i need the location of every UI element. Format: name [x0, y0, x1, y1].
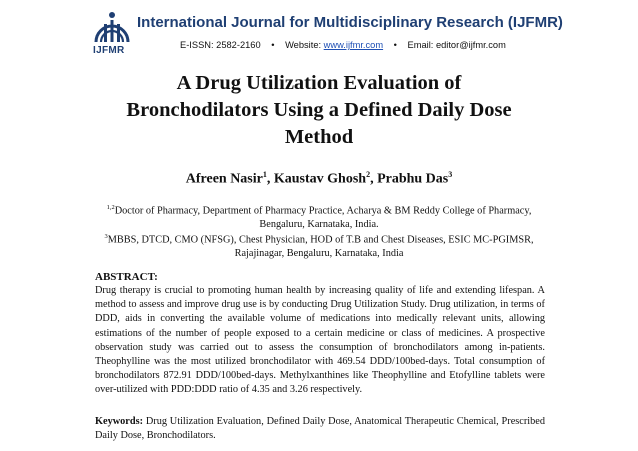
- affiliation-line: Bengaluru, Karnataka, India.: [259, 219, 379, 231]
- eissn: E-ISSN: 2582-2160: [180, 40, 261, 50]
- affiliation-mark: 1,2: [106, 204, 115, 211]
- affiliation-text: Doctor of Pharmacy, Department of Pharmacy Practice, Acharya & BM Reddy College of Pharmacy,: [114, 205, 532, 217]
- author-affiliation-mark: 1: [262, 170, 267, 179]
- journal-header: [92, 8, 572, 56]
- keywords: [95, 415, 545, 443]
- bullet-separator: •: [393, 40, 397, 50]
- author-name: Kaustav Ghosh: [273, 171, 367, 187]
- author-separator: ,: [370, 171, 378, 187]
- journal-title: [137, 14, 563, 31]
- arch-logo-icon: [92, 8, 132, 56]
- paper-title: [0, 70, 638, 151]
- affiliation: [0, 201, 638, 232]
- affiliation-mark: 3: [104, 233, 108, 240]
- abstract-heading: ABSTRACT:: [95, 271, 158, 283]
- website-label: Website:: [285, 40, 322, 50]
- author-affiliation-mark: 3: [448, 170, 453, 179]
- author-name: Prabhu Das: [377, 171, 449, 187]
- journal-name: International Journal for Multidisciplinary Research: [137, 14, 504, 31]
- keywords-text: Drug Utilization Evaluation, Defined Daily Dose, Anatomical Therapeutic Chemical, Prescribed Daily Dose, Bronchodilators.: [95, 416, 545, 442]
- author-list: [0, 170, 638, 188]
- affiliation-line: Rajajinagar, Bengaluru, Karnataka, India: [234, 248, 404, 260]
- author-affiliation-mark: 2: [366, 170, 371, 179]
- abstract-text: Drug therapy is crucial to promoting human health by increasing quality of life and extending lifespan. A method to assess and improve drug use is by conducting Drug Utilization Study. Drug utilization, in terms of DDD, aids in converting the available volume of medications into medically relevant units, allowing estimations of the number of people exposed to a certain medicine or class of medicines. A prospective observation study was carried out to assess the consumption of bronchodilators among in-patients. Theophylline was the most utilized bronchodilator with 469.54 DDD/100bed-days. Total consumption of bronchodilators 872.91 DDD/100bed-days. Methylxanthines like Theophylline and Etofylline tablets were over-utilized with PDD:DDD ratio of 4.35 and 3.26 respectively.: [95, 285, 545, 396]
- email: Email: editor@ijfmr.com: [407, 40, 506, 50]
- affiliation-text: MBBS, DTCD, CMO (NFSG), Chest Physician, HOD of T.B and Chest Diseases, ESIC MC-PGIMSR,: [107, 234, 534, 246]
- title-line: Method: [284, 126, 354, 148]
- author-separator: ,: [266, 171, 274, 187]
- affiliation-line: [0, 201, 638, 218]
- website-link[interactable]: www.ijfmr.com: [323, 40, 384, 50]
- affiliation-line: [0, 230, 638, 247]
- journal-abbr: (IJFMR): [507, 14, 563, 31]
- keywords-label: Keywords:: [95, 416, 144, 427]
- logo-text: IJFMR: [93, 45, 125, 56]
- bullet-separator: •: [271, 40, 275, 50]
- journal-contact-info: [180, 40, 506, 50]
- title-line: A Drug Utilization Evaluation of: [176, 72, 462, 94]
- author-name: Afreen Nasir: [185, 171, 263, 187]
- affiliation: [0, 230, 638, 261]
- title-line: Bronchodilators Using a Defined Daily Dose: [126, 99, 512, 121]
